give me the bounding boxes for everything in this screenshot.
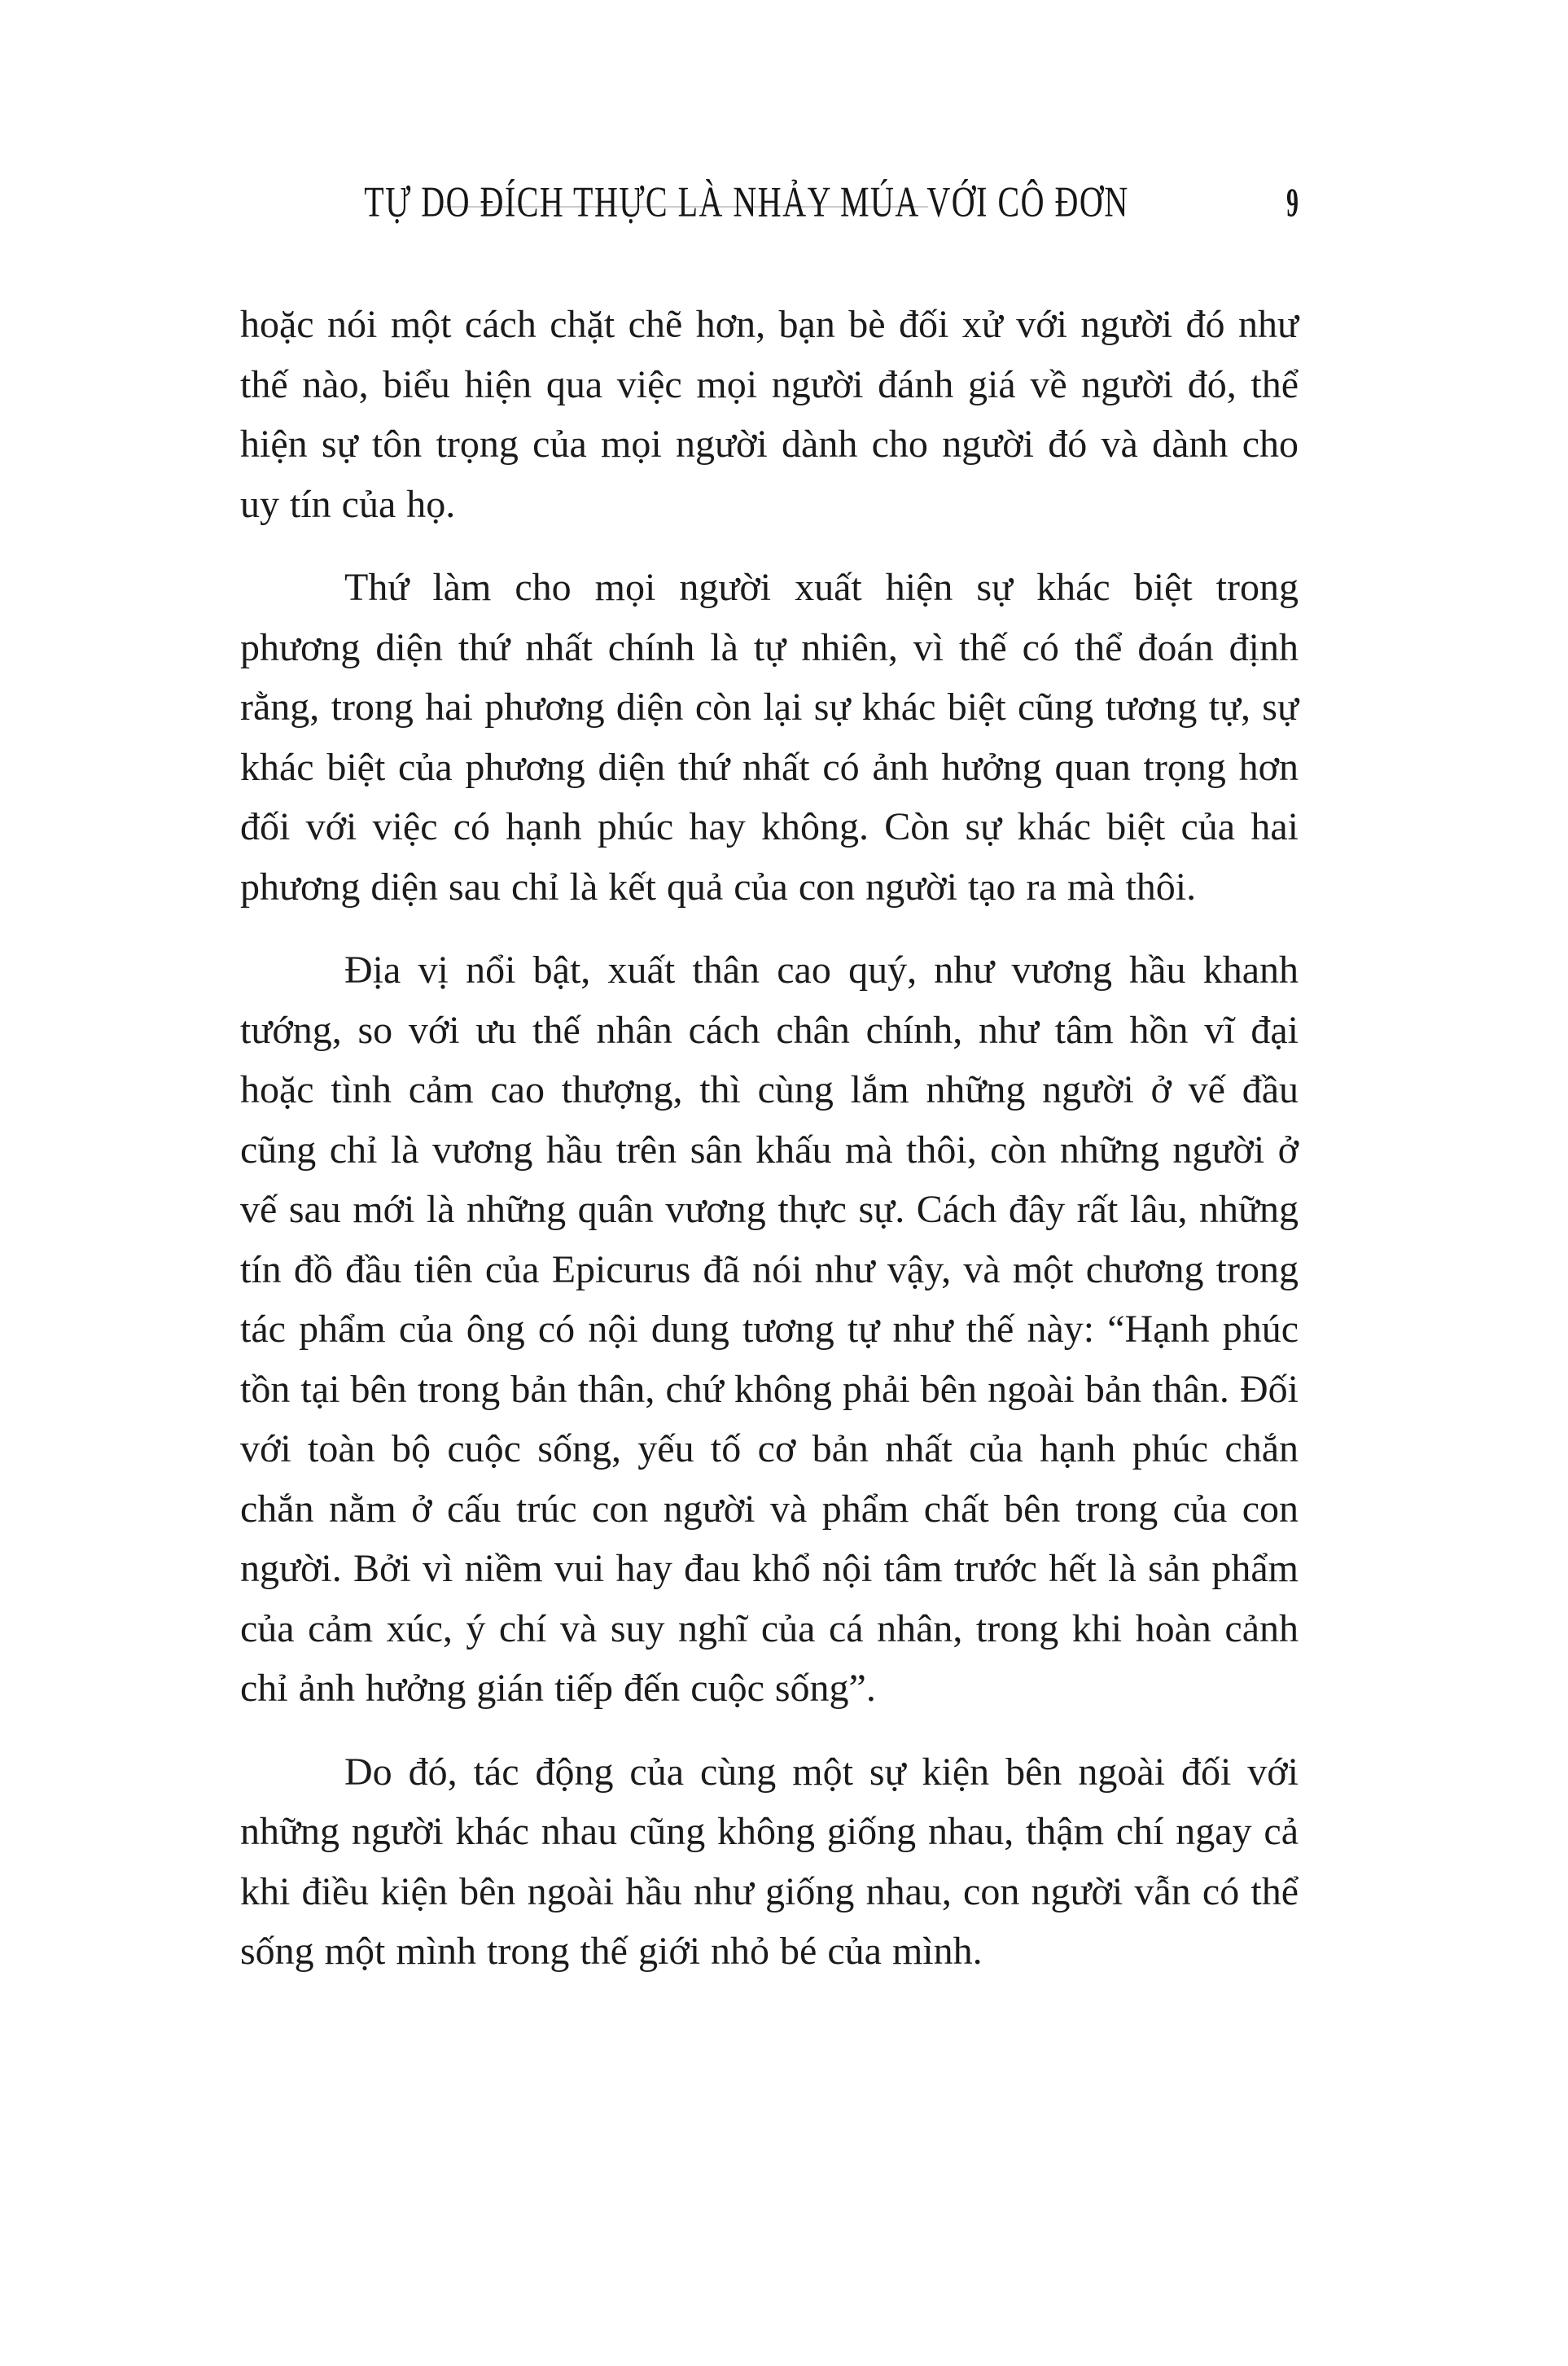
paragraph-3: Địa vị nổi bật, xuất thân cao quý, như vương hầu khanh tướng, so với ưu thế nhân cách chân chính, như tâm hồn vĩ đại hoặc tình cảm cao thượng, thì cùng lắm những người ở vế đầu cũng chỉ là vương hầu trên sân khấu mà thôi, còn những người ở vế sau mới là những quân vương thực sự. Cách đây rất lâu, những tín đồ đầu tiên của Epicurus đã nói như vậy, và một chương trong tác phẩm của ông có nội dung tương tự như thế này: “Hạnh phúc tồn tại bên trong bản thân, chứ không phải bên ngoài bản thân. Đối với toàn bộ cuộc sống, yếu tố cơ bản nhất của hạnh phúc chắn chắn nằm ở cấu trúc con người và phẩm chất bên trong của con người. Bởi vì niềm vui hay đau khổ nội tâm trước hết là sản phẩm của cảm xúc, ý chí và suy nghĩ của cá nhân, trong khi hoàn cảnh chỉ ảnh hưởng gián tiếp đến cuộc sống”.: [240, 949, 1299, 1710]
paragraph-2: Thứ làm cho mọi người xuất hiện sự khác biệt trong phương diện thứ nhất chính là tự nhiên, vì thế có thể đoán định rằng, trong hai phương diện còn lại sự khác biệt cũng tương tự, sự khác biệt của phương diện thứ nhất có ảnh hưởng quan trọng hơn đối với việc có hạnh phúc hay không. Còn sự khác biệt của hai phương diện sau chỉ là kết quả của con người tạo ra mà thôi.: [240, 566, 1299, 909]
chapter-title: TỰ DO ĐÍCH THỰC LÀ NHẢY MÚA VỚI CÔ ĐƠN: [364, 177, 1129, 226]
page-body: [240, 295, 1299, 2005]
paragraph-4: Do đó, tác động của cùng một sự kiện bên ngoài đối với những người khác nhau cũng không giống nhau, thậm chí ngay cả khi điều kiện bên ngoài hầu như giống nhau, con người vẫn có thể sống một mình trong thế giới nhỏ bé của mình.: [240, 1750, 1299, 1973]
running-header: [240, 177, 1299, 226]
page-number: 9: [1286, 180, 1299, 226]
paragraph-1: hoặc nói một cách chặt chẽ hơn, bạn bè đối xử với người đó như thế nào, biểu hiện qua việc mọi người đánh giá về người đó, thể hiện sự tôn trọng của mọi người dành cho người đó và dành cho uy tín của họ.: [240, 303, 1299, 526]
